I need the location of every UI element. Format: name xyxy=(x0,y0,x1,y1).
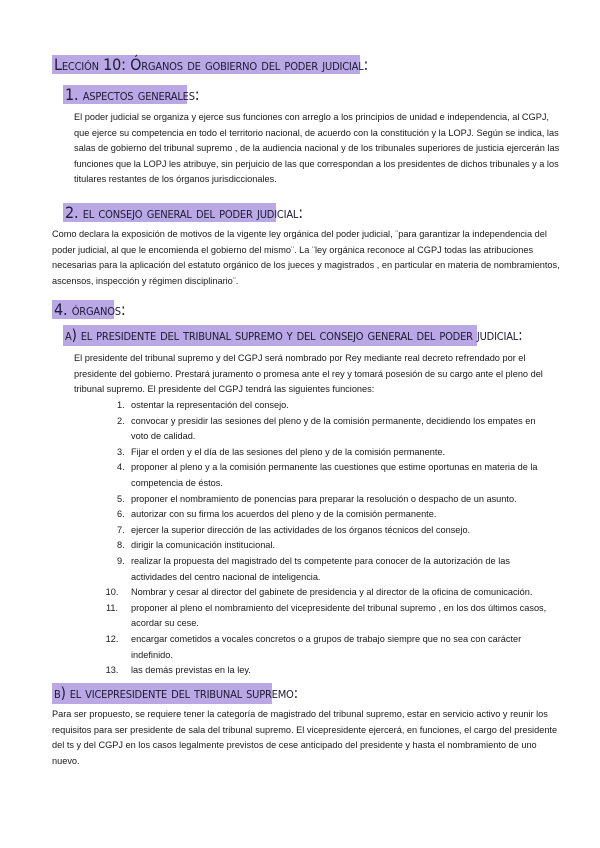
section-heading-consejo-general: 2. el consejo general del poder judicial: xyxy=(65,202,303,222)
list-text: convocar y presidir las sesiones del pleno y de la comisión permanente, decidiendo los empates en voto de calidad. xyxy=(131,415,536,442)
list-text: las demás previstas en la ley. xyxy=(131,665,251,676)
list-number: 1. xyxy=(117,400,125,410)
subsection-heading-vicepresidente: b) el vicepresidente del tribunal supremo: xyxy=(54,684,298,702)
list-item xyxy=(97,523,552,539)
list-number: 7. xyxy=(117,524,125,535)
section-heading-organos: 4. órganos: xyxy=(54,299,126,319)
list-item xyxy=(97,663,552,679)
list-number: 6. xyxy=(117,509,125,520)
list-item xyxy=(97,414,552,445)
list-number: 3. xyxy=(117,446,125,457)
list-text: encargar cometidos a vocales concretos o a grupos de trabajo siempre que no sea con carácter indefinido. xyxy=(131,633,522,660)
list-text: proponer al pleno y a la comisión permanente las cuestiones que estime oportunas en materia de la competencia de éstos. xyxy=(131,462,538,488)
list-text: Fijar el orden y el día de las sesiones del pleno y de la comisión permanente. xyxy=(131,446,446,457)
list-number: 11. xyxy=(105,602,119,613)
section-heading-aspectos-generales: 1. aspectos generales: xyxy=(65,84,200,104)
functions-list xyxy=(97,398,552,679)
list-number: 10. xyxy=(105,587,119,598)
list-item xyxy=(97,507,552,523)
list-text: ejercer la superior dirección de las actividades de los órganos técnicos del consejo. xyxy=(131,524,471,535)
list-text: proponer al pleno el nombramiento del vicepresidente del tribunal supremo , en los dos últimos casos, acordar su cese. xyxy=(131,602,547,629)
list-number: 12. xyxy=(105,633,119,644)
list-item xyxy=(97,554,552,585)
list-number: 9. xyxy=(117,555,125,566)
list-text: Nombrar y cesar al director del gabinete de presidencia y al director de la oficina de comunicación. xyxy=(131,587,533,598)
list-text: dirigir la comunicación institucional. xyxy=(131,540,276,551)
list-number: 4. xyxy=(117,462,125,473)
list-text: realizar la propuesta del magistrado del ts competente para conocer de la autorización de las actividades del centro nacional de inteligencia. xyxy=(131,555,510,582)
list-item xyxy=(97,398,552,414)
paragraph-consejo-general: Como declara la exposición de motivos de la vigente ley orgánica del poder judicial, ¨para garantizar la independencia del poder judicial, al que le encomienda el gobierno del mismo¨. La ¨ley orgánica reconoce al CGPJ todas las atribuciones necesarias para la aplicación del estatuto orgánico de los jueces y magistrados , en particular en materia de nombramientos, ascensos, inspección y régimen disciplinario¨. xyxy=(52,229,560,286)
paragraph-presidente: El presidente del tribunal supremo y del CGPJ será nombrado por Rey mediante real decreto refrendado por el presidente del gobierno. Prestará juramento o promesa ante el rey y tomará posesión de su cargo ante el pleno del tribunal supremo. El presidente del CGPJ tendrá las siguientes funciones: xyxy=(74,353,543,395)
list-item xyxy=(97,538,552,554)
list-text: ostentar la representación del consejo. xyxy=(131,400,289,410)
paragraph-vicepresidente: Para ser propuesto, se requiere tener la categoría de magistrado del tribunal supremo, estar en servicio activo y reunir los requisitos para ser presidente de sala del tribunal supremo. El vicepresidente ejercerá, en funciones, el cargo del presidente del ts y del CGPJ en los casos legalmente previstos de cese anticipado del presidente y hasta el nombramiento de uno nuevo. xyxy=(52,709,558,766)
list-number: 2. xyxy=(117,415,125,426)
page-title: Lección 10: Órganos de gobierno del poder judicial: xyxy=(54,54,369,74)
list-number: 13. xyxy=(105,665,119,676)
list-number: 8. xyxy=(117,540,125,551)
list-item xyxy=(97,632,552,663)
list-item xyxy=(97,585,552,601)
list-number: 5. xyxy=(117,493,125,504)
subsection-heading-presidente: a) el presidente del tribunal supremo y del consejo general del poder judicial: xyxy=(65,326,523,344)
list-text: proponer el nombramiento de ponencias para preparar la resolución o despacho de un asunto. xyxy=(131,493,517,504)
list-item xyxy=(97,445,552,461)
paragraph-aspectos-generales: El poder judicial se organiza y ejerce sus funciones con arreglo a los principios de unidad e independencia, al CGPJ, que ejerce su competencia en todo el territorio nacional, de acuerdo con la constitución y la LOPJ. Según se indica, las salas de gobierno del tribunal supremo , de la audiencia nacional y de los tribunales superiores de justicia ejercerán las funciones que la LOPJ les atribuye, sin perjuicio de las que correspondan a los presidentes de dichos tribunales y a los titulares restantes de los órganos jurisdiccionales. xyxy=(74,112,560,185)
list-text: autorizar con su firma los acuerdos del pleno y de la comisión permanente. xyxy=(131,509,437,520)
list-item xyxy=(97,492,552,508)
list-item xyxy=(97,460,552,491)
list-item xyxy=(97,601,552,632)
